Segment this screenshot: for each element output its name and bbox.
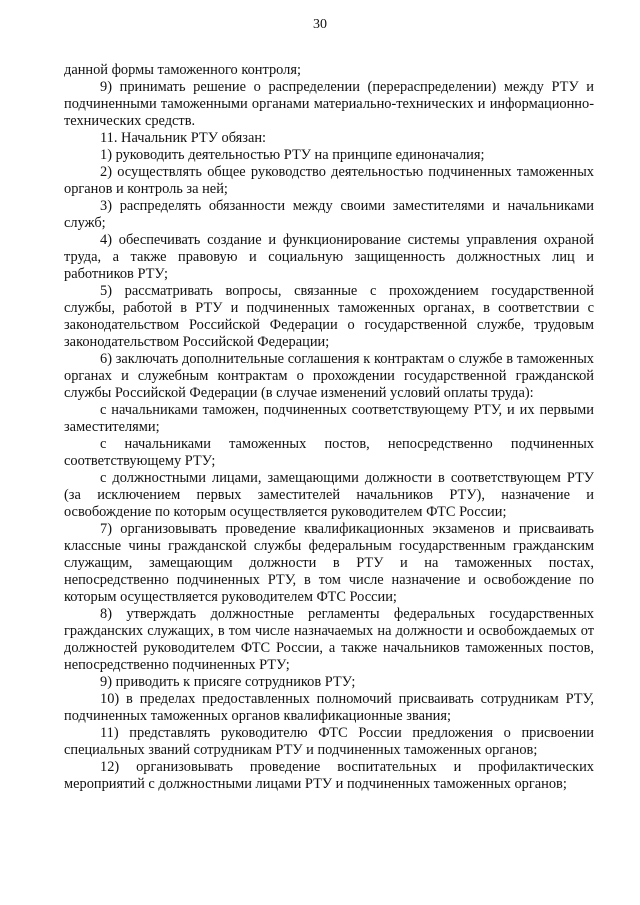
paragraph: 3) распределять обязанности между своими заместителями и начальниками служб; — [64, 198, 594, 231]
paragraph: 6) заключать дополнительные соглашения к контрактам о службе в таможенных органах и служебным контрактам о прохождении государственной гражданской службы Российской Федерации (в случае изменений условий оплаты труда): — [64, 351, 594, 401]
paragraph: 12) организовывать проведение воспитательных и профилактических мероприятий с должностными лицами РТУ и подчиненных таможенных органов; — [64, 759, 594, 792]
paragraph: 7) организовывать проведение квалификационных экзаменов и присваивать классные чины гражданской службы федеральным государственным гражданским служащим, замещающим должности в РТУ и на таможенных постах, непосредственно подчиненных РТУ, в том числе назначение и освобождение по которым осуществляется руководителем ФТС России; — [64, 521, 594, 605]
paragraph: 11. Начальник РТУ обязан: — [100, 130, 267, 146]
paragraph: 9) приводить к присяге сотрудников РТУ; — [100, 674, 356, 690]
paragraph: 8) утверждать должностные регламенты федеральных государственных гражданских служащих, в том числе назначаемых на должности и освобождаемых от должностей руководителем ФТС России, а также начальников таможенных постов, непосредственно подчиненных РТУ; — [64, 606, 594, 673]
paragraph: данной формы таможенного контроля; — [64, 62, 301, 78]
paragraph: 1) руководить деятельностью РТУ на принципе единоначалия; — [100, 147, 485, 163]
paragraph: с начальниками таможен, подчиненных соответствующему РТУ, и их первыми заместителями; — [64, 402, 594, 435]
paragraph: 5) рассматривать вопросы, связанные с прохождением государственной службы, работой в РТУ и подчиненных таможенных органах, в соответствии с законодательством Российской Федерации о государственной службе, трудовым законодательством Российской Федерации; — [64, 283, 594, 350]
paragraph: 2) осуществлять общее руководство деятельностью подчиненных таможенных органов и контроль за ней; — [64, 164, 594, 197]
page-number: 30 — [313, 17, 327, 32]
paragraph: 10) в пределах предоставленных полномочий присваивать сотрудникам РТУ, подчиненных таможенных органов квалификационные звания; — [64, 691, 594, 724]
paragraph: 4) обеспечивать создание и функционирование системы управления охраной труда, а также правовую и социальную защищенность должностных лиц и работников РТУ; — [64, 232, 594, 282]
paragraph: с начальниками таможенных постов, непосредственно подчиненных соответствующему РТУ; — [64, 436, 594, 469]
paragraph: 11) представлять руководителю ФТС России предложения о присвоении специальных званий сотрудникам РТУ и подчиненных таможенных органов; — [64, 725, 594, 758]
paragraph: 9) принимать решение о распределении (перераспределении) между РТУ и подчиненными таможенными органами материально-технических и информационно-технических средств. — [64, 79, 594, 129]
paragraph: с должностными лицами, замещающими должности в соответствующем РТУ (за исключением первых заместителей начальников РТУ), назначение и освобождение по которым осуществляется руководителем ФТС России; — [64, 470, 594, 520]
document-body — [64, 62, 594, 793]
